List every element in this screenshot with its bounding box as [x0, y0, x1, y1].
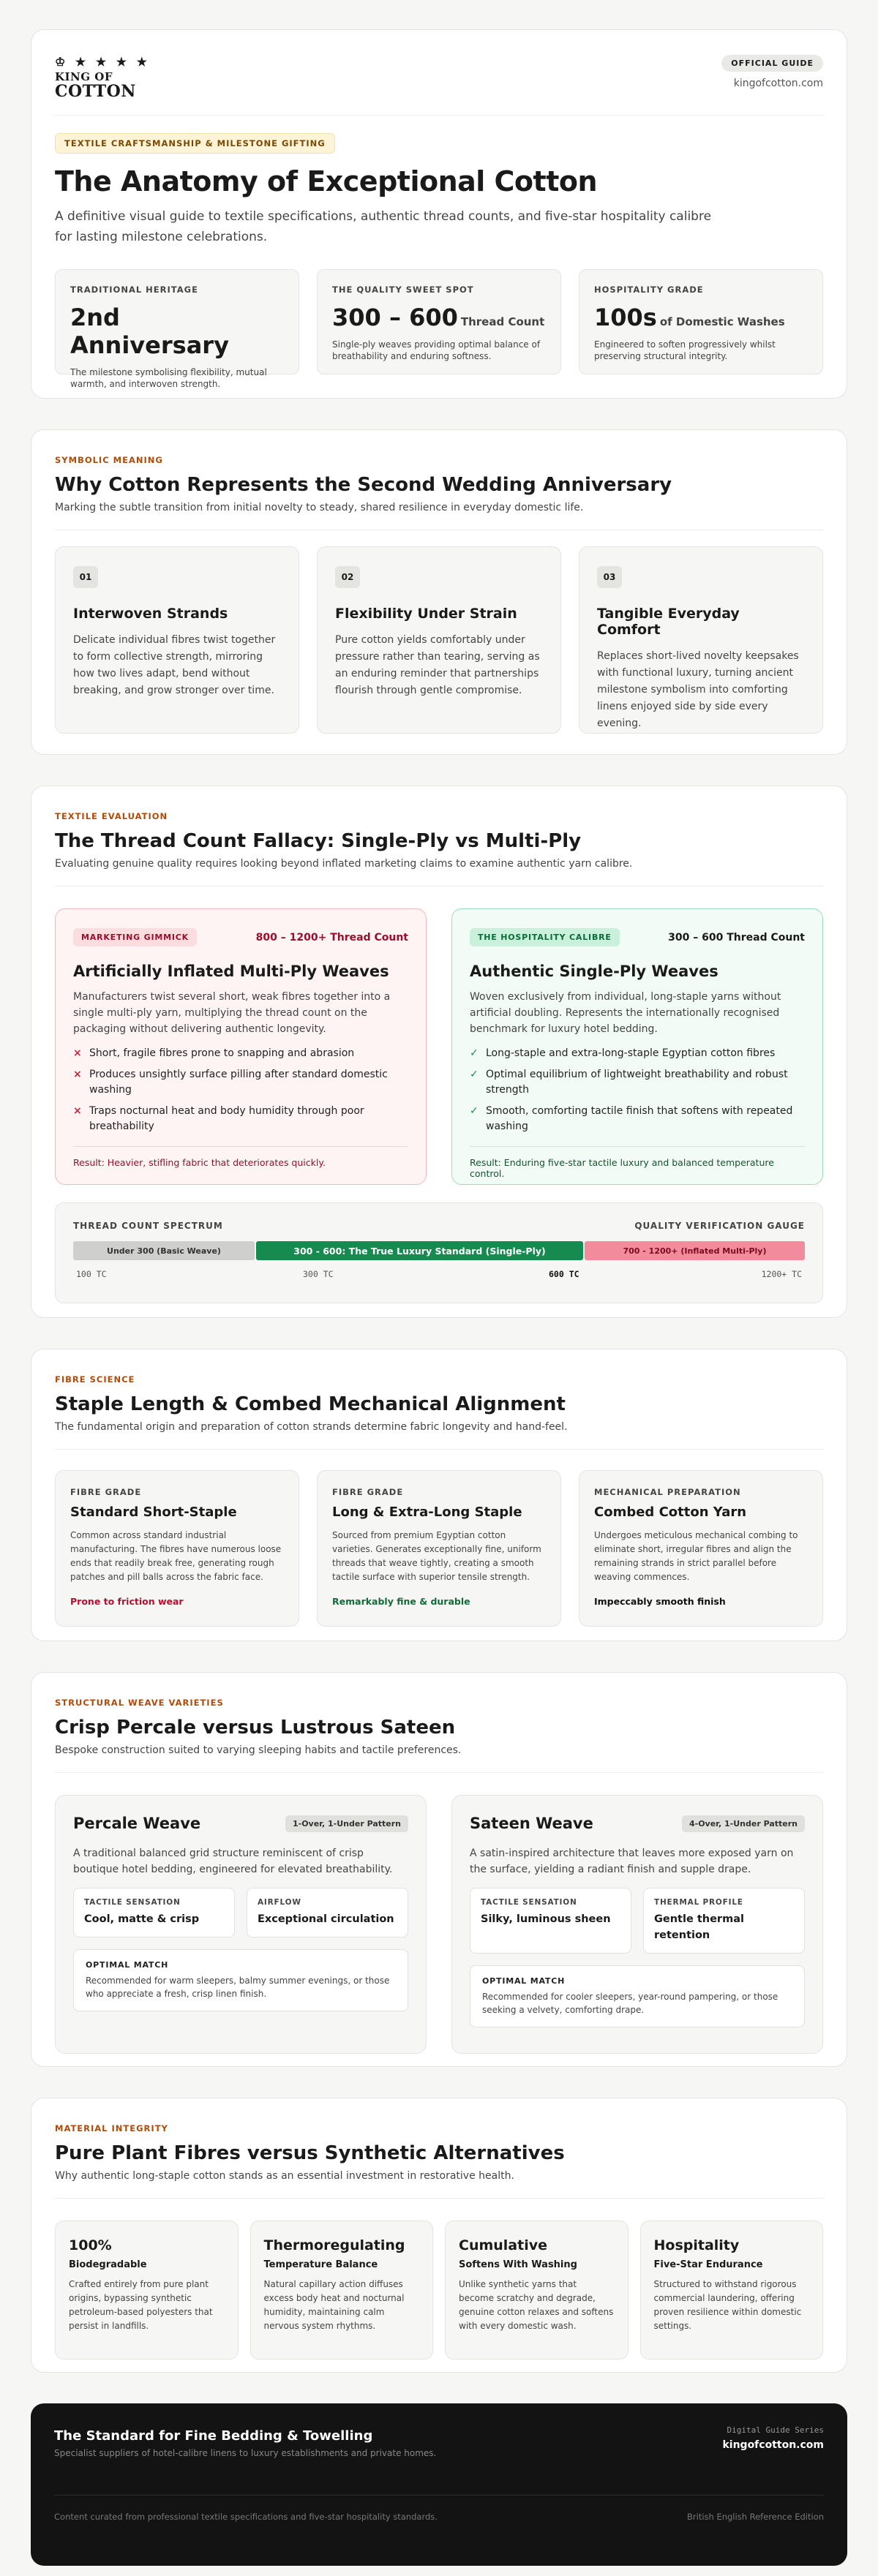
symbolic-card — [55, 546, 299, 734]
pattern-tag: 4-Over, 1-Under Pattern — [682, 1815, 805, 1832]
footer-note: Content curated from professional textile specifications and five-star hospitality standards. — [54, 2512, 438, 2522]
symbolic-card — [579, 546, 823, 734]
list-item-text: Short, fragile fibres prone to snapping and abrasion — [89, 1047, 355, 1059]
card-title: Interwoven Strands — [73, 606, 228, 622]
symbolic-card — [317, 546, 561, 734]
card-label: Biodegradable — [69, 2259, 147, 2270]
stat-card — [317, 269, 561, 374]
material-cards — [55, 2221, 823, 2360]
weave-section — [31, 1672, 847, 2067]
card-value: Hospitality — [653, 2237, 740, 2253]
tick-label: 300 TC — [303, 1269, 334, 1279]
list-item-text: Produces unsightly surface pilling after standard domestic washing — [89, 1069, 388, 1096]
card-title: Tangible Everyday Comfort — [597, 606, 740, 638]
material-card — [445, 2221, 629, 2360]
fibre-science-section — [31, 1349, 847, 1641]
stat-value-number: 100s — [594, 304, 657, 331]
stat-unit: Thread Count — [460, 315, 545, 328]
footer-edition: British English Reference Edition — [687, 2512, 824, 2522]
cross-icon: × — [73, 1105, 82, 1117]
stat-value — [594, 304, 808, 331]
footer — [31, 2403, 847, 2566]
card-desc: A satin-inspired architecture that leaves more exposed yarn on the surface, yielding a radiant finish and supple drape. — [470, 1848, 794, 1875]
card-title: Combed Cotton Yarn — [594, 1504, 747, 1520]
stat-desc: Engineered to soften progressively whilst preserving structural integrity. — [594, 339, 776, 361]
spectrum-label: THREAD COUNT SPECTRUM — [73, 1221, 223, 1231]
benefit-list — [470, 1046, 805, 1134]
pattern-tag: 1-Over, 1-Under Pattern — [285, 1815, 408, 1832]
header-domain-link[interactable]: kingofcotton.com — [733, 78, 823, 89]
match-label: OPTIMAL MATCH — [482, 1976, 566, 1986]
card-title: Flexibility Under Strain — [335, 606, 517, 622]
list-item — [73, 1046, 408, 1061]
stat-value-number: 2nd Anniversary — [70, 304, 229, 359]
card-header — [73, 928, 408, 946]
marketing-gimmick-pill: MARKETING GIMMICK — [73, 928, 197, 946]
card-header — [470, 928, 805, 946]
list-item — [73, 1104, 408, 1134]
card-title: Sateen Weave — [470, 1815, 593, 1832]
match-text: Recommended for warm sleepers, balmy summer evenings, or those who appreciate a fresh, crisp linen finish. — [86, 1976, 390, 1999]
card-desc: Woven exclusively from individual, long-staple yarns without artificial doubling. Represents the internationally recognised benchmark for luxury hotel bedding. — [470, 991, 781, 1035]
card-desc: A traditional balanced grid structure reminiscent of crisp boutique hotel bedding, engineered for elevated breathability. — [73, 1848, 393, 1875]
fibre-card — [55, 1470, 299, 1627]
brand-line1: KING OF — [55, 70, 113, 83]
attribute-label: THERMAL PROFILE — [654, 1898, 743, 1907]
section-subtitle: Evaluating genuine quality requires looking beyond inflated marketing claims to examine authentic yarn calibre. — [55, 858, 823, 886]
stat-value — [70, 304, 284, 359]
stat-label: HOSPITALITY GRADE — [594, 285, 704, 295]
card-label: Five-Star Endurance — [653, 2259, 763, 2270]
section-subtitle: Why authentic long-staple cotton stands as an essential investment in restorative health. — [55, 2170, 823, 2199]
list-item — [73, 1067, 408, 1098]
stat-value-number: 300 – 600 — [332, 304, 458, 331]
card-title: Authentic Single-Ply Weaves — [470, 963, 718, 980]
card-label: Temperature Balance — [263, 2259, 378, 2270]
card-header — [73, 1815, 408, 1832]
cross-icon: × — [73, 1047, 82, 1059]
section-title: Pure Plant Fibres versus Synthetic Alternatives — [55, 2142, 565, 2164]
card-label: MECHANICAL PREPARATION — [594, 1487, 741, 1497]
thread-count-section — [31, 786, 847, 1318]
footer-meta — [722, 2425, 824, 2451]
section-title: Staple Length & Combed Mechanical Alignment — [55, 1393, 566, 1415]
hero-eyebrow-badge: TEXTILE CRAFTSMANSHIP & MILESTONE GIFTING — [55, 133, 335, 154]
footer-series: Digital Guide Series — [727, 2425, 824, 2435]
section-eyebrow: TEXTILE EVALUATION — [55, 811, 168, 821]
card-title: Standard Short-Staple — [70, 1504, 237, 1520]
fibre-cards — [55, 1470, 823, 1627]
footer-top — [54, 2425, 824, 2496]
stat-card — [579, 269, 823, 374]
symbolic-section — [31, 429, 847, 755]
stat-card — [55, 269, 299, 389]
gauge-label: QUALITY VERIFICATION GAUGE — [634, 1221, 805, 1231]
cross-icon: × — [73, 1069, 82, 1080]
card-text: Undergoes meticulous mechanical combing to eliminate short, irregular fibres and align the remaining strands in strict parallel before weaving commences. — [594, 1530, 798, 1582]
card-value: Thermoregulating — [263, 2237, 405, 2253]
card-text: Replaces short-lived novelty keepsakes with functional luxury, turning ancient milestone symbolism into comforting linens enjoyed side by side every evening. — [597, 650, 799, 729]
stat-label: THE QUALITY SWEET SPOT — [332, 285, 474, 295]
card-note: Impeccably smooth finish — [594, 1596, 726, 1607]
brand-line2: COTTON — [55, 82, 136, 101]
list-item-text: Smooth, comforting tactile finish that softens with repeated washing — [486, 1105, 793, 1132]
card-text: Delicate individual fibres twist together to form collective strength, mirroring how two lives adapt, bend without breaking, and grow stronger over time. — [73, 634, 276, 696]
thread-count-spectrum — [55, 1202, 823, 1303]
card-text: Pure cotton yields comfortably under pressure rather than tearing, serving as an enduring reminder that partnerships flourish through gentle compromise. — [335, 634, 540, 696]
spectrum-segment-basic: Under 300 (Basic Weave) — [73, 1241, 255, 1260]
footer-bottom — [54, 2512, 824, 2522]
section-eyebrow: SYMBOLIC MEANING — [55, 455, 163, 465]
symbolic-cards — [55, 546, 823, 734]
section-subtitle: Marking the subtle transition from initial novelty to steady, shared resilience in everyday domestic life. — [55, 502, 823, 530]
card-note: Prone to friction wear — [70, 1596, 184, 1607]
tick-label: 1200+ TC — [761, 1269, 802, 1279]
check-icon: ✓ — [470, 1047, 479, 1059]
card-text: Structured to withstand rigorous commercial laundering, offering proven resilience within domestic settings. — [653, 2279, 802, 2331]
card-value: Cumulative — [459, 2237, 547, 2253]
fibre-card — [579, 1470, 823, 1627]
number-chip: 02 — [335, 566, 360, 588]
card-note: Remarkably fine & durable — [332, 1596, 470, 1607]
stat-row — [55, 269, 823, 389]
section-subtitle: The fundamental origin and preparation of cotton strands determine fabric longevity and hand-feel. — [55, 1421, 823, 1450]
spectrum-header — [73, 1221, 805, 1231]
page-title: The Anatomy of Exceptional Cotton — [55, 165, 598, 197]
section-title: Crisp Percale versus Lustrous Sateen — [55, 1717, 456, 1739]
card-text: Common across standard industrial manufacturing. The fibres have numerous loose ends that readily break free, generating rough patches and pill balls across the fabric face. — [70, 1530, 282, 1582]
fibre-card — [317, 1470, 561, 1627]
sateen-card — [451, 1795, 823, 2054]
card-text: Unlike synthetic yarns that become scratchy and degrade, genuine cotton relaxes and softens with every domestic wash. — [459, 2279, 614, 2331]
brand-logo[interactable] — [55, 55, 150, 99]
spectrum-bar — [73, 1241, 805, 1260]
hero-intro: A definitive visual guide to textile specifications, authentic thread counts, and five-star hospitality calibre for lasting milestone celebrations. — [55, 209, 712, 244]
attribute-box — [73, 1888, 235, 1937]
stat-unit: of Domestic Washes — [659, 315, 785, 328]
attribute-value: Gentle thermal retention — [654, 1913, 744, 1941]
weave-cards — [55, 1795, 823, 2054]
list-item — [470, 1046, 805, 1061]
single-ply-card — [451, 908, 823, 1185]
section-title: The Thread Count Fallacy: Single-Ply vs Multi-Ply — [55, 830, 582, 852]
card-text: Sourced from premium Egyptian cotton varieties. Generates exceptionally fine, uniform threads that weave tightly, creating a smooth tactile surface with superior tensile strength. — [332, 1530, 541, 1582]
attribute-box — [470, 1888, 631, 1954]
list-item-text: Long-staple and extra-long-staple Egyptian cotton fibres — [486, 1047, 776, 1059]
card-label: FIBRE GRADE — [332, 1487, 404, 1497]
list-item — [470, 1067, 805, 1098]
multi-ply-card — [55, 908, 427, 1185]
attribute-grid — [470, 1888, 805, 1954]
material-card — [55, 2221, 239, 2360]
optimal-match-box — [73, 1949, 408, 2011]
section-eyebrow: STRUCTURAL WEAVE VARIETIES — [55, 1698, 224, 1708]
card-label: FIBRE GRADE — [70, 1487, 142, 1497]
card-header — [470, 1815, 805, 1832]
drawback-list — [73, 1046, 408, 1134]
hero-header — [55, 55, 823, 116]
attribute-box — [247, 1888, 408, 1937]
list-item — [470, 1104, 805, 1134]
attribute-value: Cool, matte & crisp — [84, 1913, 200, 1925]
thread-count-label: 800 – 1200+ Thread Count — [255, 931, 408, 944]
attribute-value: Exceptional circulation — [258, 1913, 394, 1925]
check-icon: ✓ — [470, 1069, 479, 1080]
number-chip: 03 — [597, 566, 622, 588]
match-text: Recommended for cooler sleepers, year-round pampering, or those seeking a velvety, comforting drape. — [482, 1992, 778, 2015]
thread-count-label: 300 – 600 Thread Count — [668, 931, 805, 944]
stat-label: TRADITIONAL HERITAGE — [70, 285, 198, 295]
comparison-row — [55, 908, 823, 1185]
number-chip: 01 — [73, 566, 98, 588]
card-title: Artificially Inflated Multi-Ply Weaves — [73, 963, 389, 980]
official-guide-badge: OFFICIAL GUIDE — [721, 55, 823, 72]
attribute-box — [643, 1888, 805, 1954]
card-desc: Manufacturers twist several short, weak fibres together into a single multi-ply yarn, multiplying the thread count on the packaging without delivering authentic longevity. — [73, 991, 391, 1035]
section-eyebrow: MATERIAL INTEGRITY — [55, 2123, 168, 2134]
card-label: Softens With Washing — [459, 2259, 577, 2270]
result-note: Result: Heavier, stifling fabric that deteriorates quickly. — [73, 1146, 408, 1168]
optimal-match-box — [470, 1965, 805, 2027]
card-title: Long & Extra-Long Staple — [332, 1504, 522, 1520]
check-icon: ✓ — [470, 1105, 479, 1117]
percale-card — [55, 1795, 427, 2054]
attribute-label: TACTILE SENSATION — [481, 1898, 577, 1907]
spectrum-segment-luxury: 300 - 600: The True Luxury Standard (Single-Ply) — [256, 1241, 583, 1260]
attribute-label: AIRFLOW — [258, 1898, 301, 1907]
match-label: OPTIMAL MATCH — [86, 1960, 169, 1970]
section-title: Why Cotton Represents the Second Wedding Anniversary — [55, 474, 672, 496]
hospitality-calibre-pill: THE HOSPITALITY CALIBRE — [470, 928, 620, 946]
section-eyebrow: FIBRE SCIENCE — [55, 1374, 135, 1385]
list-item-text: Traps nocturnal heat and body humidity through poor breathability — [89, 1105, 364, 1132]
card-text: Natural capillary action diffuses excess body heat and nocturnal humidity, maintaining calm nervous system rhythms. — [263, 2279, 405, 2331]
spectrum-ticks — [73, 1269, 805, 1281]
tick-label: 600 TC — [549, 1269, 579, 1279]
crown-icon: ♔ ★ ★ ★ ★ — [55, 55, 150, 69]
tick-label: 100 TC — [76, 1269, 107, 1279]
attribute-label: TACTILE SENSATION — [84, 1898, 181, 1907]
material-section — [31, 2098, 847, 2373]
header-meta — [721, 55, 823, 89]
result-note: Result: Enduring five-star tactile luxury and balanced temperature control. — [470, 1146, 805, 1179]
footer-title: The Standard for Fine Bedding & Towelling — [54, 2428, 373, 2444]
brand-wordmark — [55, 55, 150, 99]
stat-value — [332, 304, 546, 331]
card-title: Percale Weave — [73, 1815, 201, 1832]
footer-subtitle: Specialist suppliers of hotel-calibre linens to luxury establishments and private homes. — [54, 2448, 437, 2458]
material-card — [250, 2221, 434, 2360]
card-text: Crafted entirely from pure plant origins, bypassing synthetic petroleum-based polyesters that persist in landfills. — [69, 2279, 213, 2331]
spectrum-segment-inflated: 700 - 1200+ (Inflated Multi-Ply) — [585, 1241, 805, 1260]
stat-desc: The milestone symbolising flexibility, mutual warmth, and interwoven strength. — [70, 367, 267, 389]
hero-card — [31, 29, 847, 399]
stat-desc: Single-ply weaves providing optimal balance of breathability and enduring softness. — [332, 339, 541, 361]
footer-domain-link[interactable]: kingofcotton.com — [722, 2439, 824, 2451]
list-item-text: Optimal equilibrium of lightweight breathability and robust strength — [486, 1069, 788, 1096]
attribute-grid — [73, 1888, 408, 1937]
attribute-value: Silky, luminous sheen — [481, 1913, 611, 1925]
material-card — [640, 2221, 824, 2360]
section-subtitle: Bespoke construction suited to varying sleeping habits and tactile preferences. — [55, 1744, 823, 1773]
footer-brand — [54, 2425, 436, 2458]
card-value: 100% — [69, 2237, 112, 2253]
